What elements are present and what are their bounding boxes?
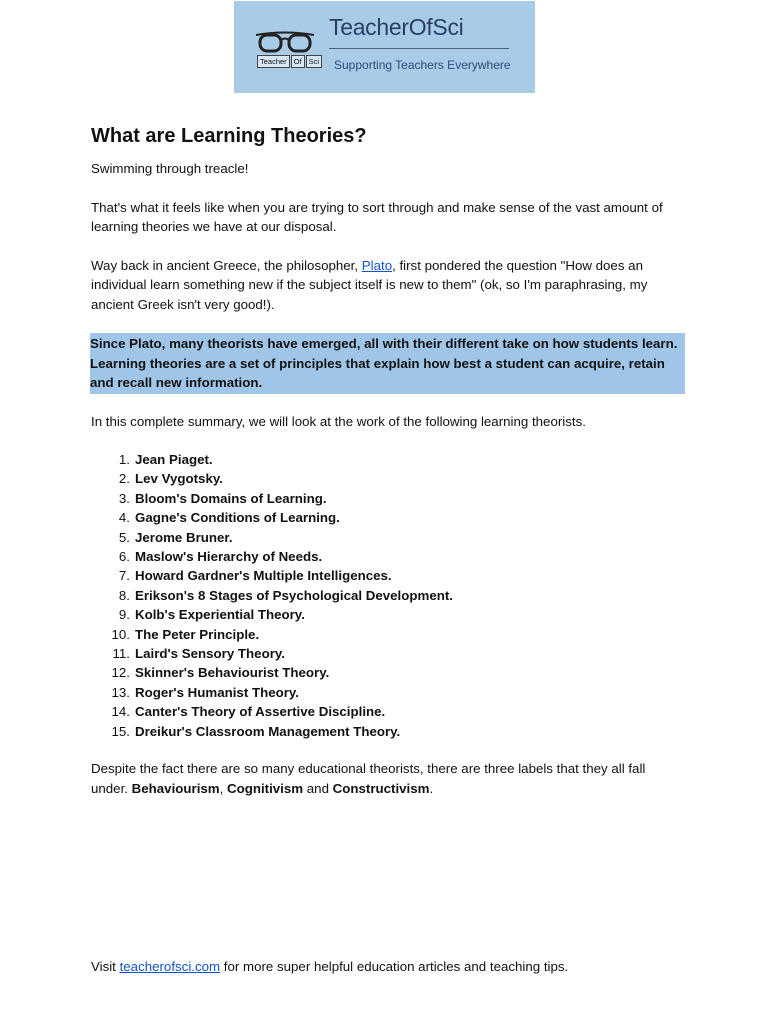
label-behaviourism: Behaviourism — [131, 780, 220, 796]
list-number: 5. — [118, 529, 130, 545]
list-number: 9. — [118, 607, 130, 623]
list-number: 1. — [118, 452, 130, 467]
label-cognitivism: Cognitivism — [227, 780, 304, 796]
list-item — [91, 508, 681, 527]
list-number: 11. — [112, 646, 130, 662]
paragraph-intro-line: Swimming through treacle! — [91, 161, 249, 176]
footer-text-before: Visit — [91, 959, 120, 974]
highlighted-definition: Since Plato, many theorists have emerged, all with their different take on how students learn. Learning theories are a set of principles that explain how best a student can acquire, retain and recall new information. — [90, 333, 685, 394]
footer-note — [91, 957, 568, 976]
list-number: 12. — [111, 665, 130, 681]
list-item — [91, 586, 681, 605]
list-item-text: Kolb's Experiential Theory. — [135, 607, 305, 623]
logo-tag-of: Of — [291, 55, 305, 68]
list-item-text: Jerome Bruner. — [135, 529, 233, 545]
paragraph-summary-intro: In this complete summary, we will look at the work of the following learning theorists. — [91, 413, 586, 429]
list-item — [91, 683, 681, 702]
plato-link[interactable]: Plato — [361, 257, 393, 273]
list-number: 10. — [111, 626, 130, 642]
labels-text-before: Despite the fact there are so many educational theorists, there are three labels that they all fall under. — [91, 761, 646, 796]
list-item-text: Lev Vygotsky. — [135, 471, 223, 487]
logo-tag-sci: Sci — [306, 55, 322, 68]
glasses-icon — [254, 28, 316, 54]
brand-title: TeacherOfSci — [329, 14, 464, 40]
list-number: 7. — [118, 568, 130, 584]
list-item — [91, 702, 681, 721]
list-item-text: Erikson's 8 Stages of Psychological Development. — [135, 587, 453, 603]
labels-separator-2: and — [303, 780, 333, 796]
brand-divider — [329, 48, 509, 49]
footer-site-link[interactable]: teacherofsci.com — [119, 959, 221, 974]
plato-text-before: Way back in ancient Greece, the philosopher, — [91, 257, 362, 273]
list-number: 14. — [111, 704, 130, 720]
list-item — [91, 722, 681, 741]
list-number: 3. — [118, 490, 130, 506]
list-item-text: Skinner's Behaviourist Theory. — [135, 665, 330, 681]
list-item-text: Bloom's Domains of Learning. — [135, 490, 327, 506]
list-number: 8. — [118, 587, 130, 603]
paragraph-labels — [91, 759, 681, 798]
list-item-text: Roger's Humanist Theory. — [135, 684, 299, 700]
paragraph-treacle: That's what it feels like when you are trying to sort through and make sense of the vast amount of learning theories we have at our disposal. — [91, 199, 663, 234]
list-item — [91, 605, 681, 624]
list-item — [91, 469, 681, 488]
logo-tags — [257, 55, 323, 68]
paragraph-plato — [91, 256, 681, 315]
labels-text-end: . — [429, 780, 434, 796]
list-number: 13. — [111, 684, 130, 700]
brand-subtitle: Supporting Teachers Everywhere — [334, 58, 511, 72]
list-number: 2. — [118, 471, 130, 487]
list-item-text: Dreikur's Classroom Management Theory. — [135, 723, 401, 739]
plato-text-after: , first pondered the question "How does an individual learn something new if the subject itself is new to them" (ok, so I'm paraphrasing, my ancient Greek isn't very good!). — [91, 257, 648, 312]
list-item-text: The Peter Principle. — [135, 626, 260, 642]
logo-tag-teacher: Teacher — [257, 55, 290, 68]
label-constructivism: Constructivism — [332, 780, 430, 796]
list-number: 15. — [111, 723, 130, 739]
list-item — [91, 566, 681, 585]
list-item-text: Gagne's Conditions of Learning. — [135, 510, 340, 526]
list-number: 6. — [118, 549, 130, 565]
header-banner — [234, 1, 535, 93]
list-item-text: Laird's Sensory Theory. — [135, 646, 285, 662]
list-item — [91, 644, 681, 663]
list-item-text: Canter's Theory of Assertive Discipline. — [135, 704, 386, 720]
list-number: 4. — [118, 510, 130, 526]
list-item — [91, 528, 681, 547]
list-item — [91, 450, 681, 469]
labels-separator-1: , — [219, 780, 227, 796]
list-item-text: Howard Gardner's Multiple Intelligences. — [135, 568, 392, 584]
theorist-list — [91, 450, 681, 741]
article-body — [91, 124, 681, 817]
list-item — [91, 547, 681, 566]
list-item — [91, 625, 681, 644]
list-item — [91, 489, 681, 508]
list-item — [91, 663, 681, 682]
page-title: What are Learning Theories? — [91, 125, 367, 147]
list-item-text: Jean Piaget. — [135, 452, 213, 467]
footer-text-after: for more super helpful education articles and teaching tips. — [220, 959, 569, 974]
list-item-text: Maslow's Hierarchy of Needs. — [135, 549, 323, 565]
